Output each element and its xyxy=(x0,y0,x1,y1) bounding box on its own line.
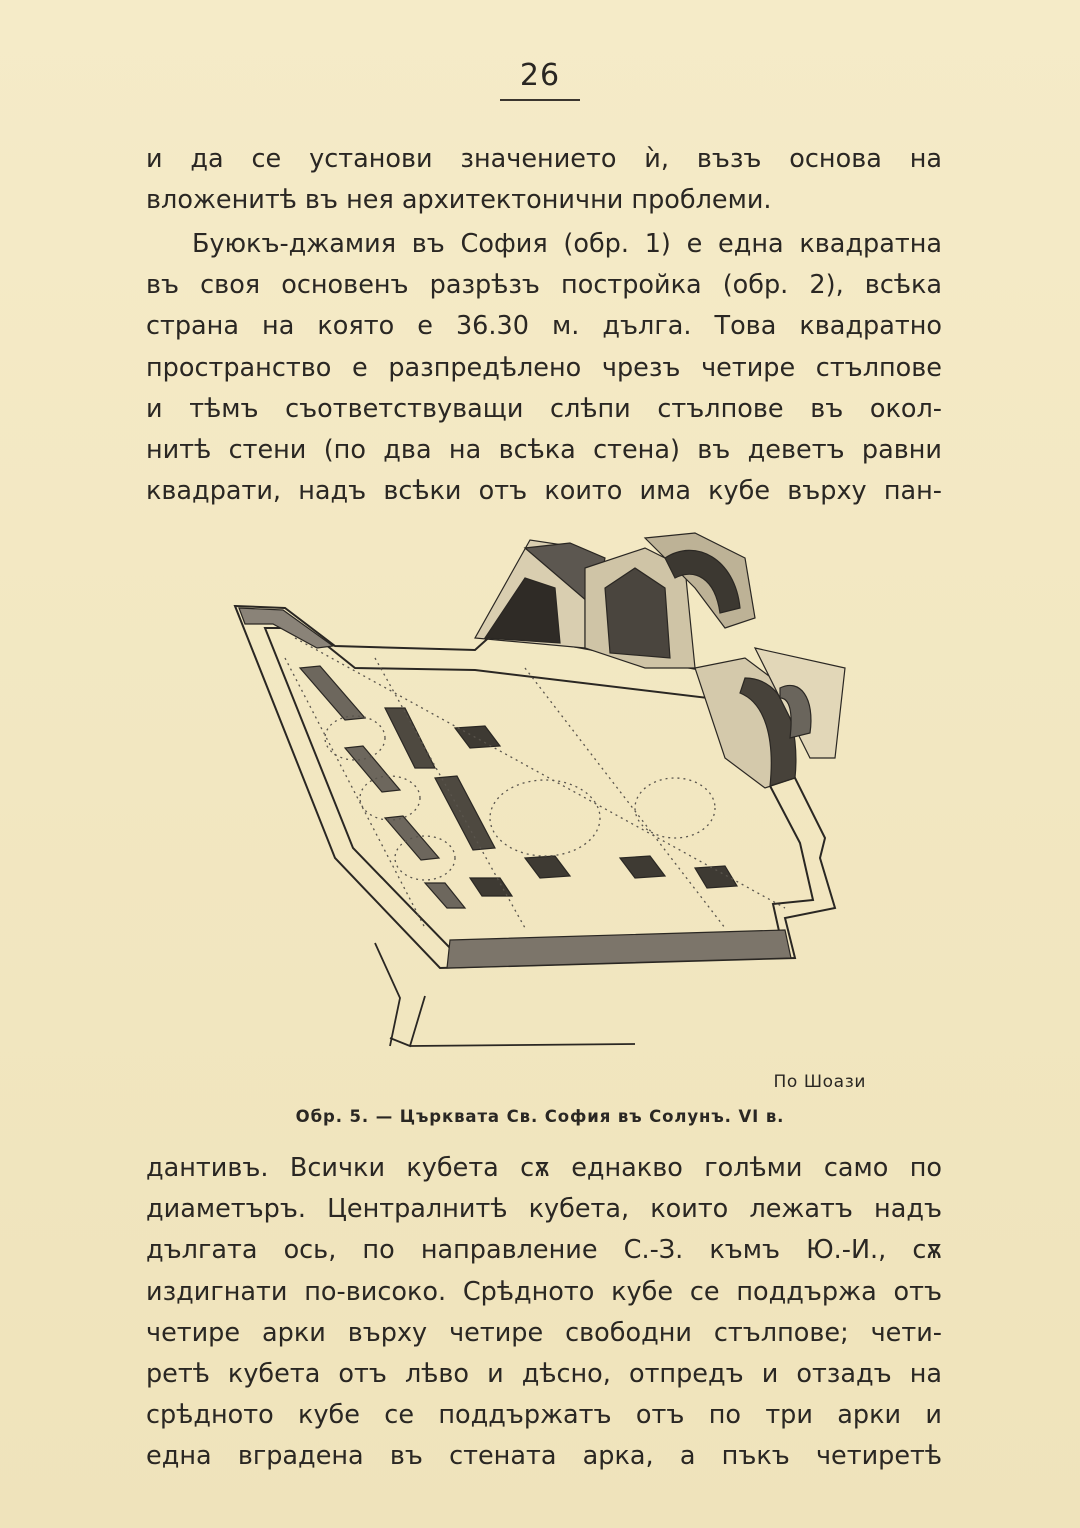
paragraph-1-line: вложенитѣ въ нея архитектонични проблеми. xyxy=(146,185,772,216)
paragraph-3-line: диаметъръ. Централнитѣ кубета, които лежатъ надъ xyxy=(146,1194,942,1225)
paragraph-3-line: срѣдното кубе се поддържатъ отъ по три арки и xyxy=(146,1400,942,1431)
paragraph-1 xyxy=(146,139,942,221)
paragraph-2-line: Буюкъ-джамия въ София (обр. 1) е една квадратна xyxy=(192,229,942,259)
paragraph-1-line: и да се установи значението ѝ, възъ основа на xyxy=(146,144,942,174)
paragraph-2-line: и тѣмъ съответствуващи слѣпи стълпове въ окол- xyxy=(146,393,942,424)
paragraph-2-line: страна на която е 36.30 м. дълга. Това квадратно xyxy=(146,311,942,342)
paragraph-3-line: издигнати по-високо. Срѣдното кубе се поддържа отъ xyxy=(146,1276,942,1307)
hatched-walls xyxy=(239,608,791,968)
paragraph-3-line: ретѣ кубета отъ лѣво и дѣсно, отпредъ и отзадъ на xyxy=(146,1358,942,1389)
paragraph-3 xyxy=(146,1148,942,1478)
paragraph-3-line: една вградена въ стената арка, а пъкъ четиретѣ xyxy=(146,1441,942,1472)
cutaway-apse xyxy=(475,533,845,788)
paragraph-3-line: четире арки върху четире свободни стълпове; чети- xyxy=(146,1317,942,1348)
page-number-rule xyxy=(500,99,580,101)
paragraph-2-line: квадрати, надъ всѣки отъ които има кубе върху пан- xyxy=(146,476,942,507)
paragraph-3-line: дантивъ. Всички кубета сѫ еднакво голѣми само по xyxy=(146,1153,942,1183)
paragraph-2-line: въ своя основенъ разрѣзъ постройка (обр. 2), всѣка xyxy=(146,270,942,301)
figure-caption: Обр. 5. — Църквата Св. София въ Солунъ. VI в. xyxy=(295,1107,785,1126)
figure-credit: По Шоази xyxy=(773,1072,866,1092)
page-number: 26 xyxy=(519,58,561,93)
paragraph-2-line: нитѣ стени (по два на всѣка стена) въ деветъ равни xyxy=(146,434,942,465)
paragraph-2-line: пространство е разпредѣлено чрезъ четире стълпове xyxy=(146,352,942,383)
paragraph-2 xyxy=(146,224,942,512)
paragraph-3-line: дългата ось, по направление С.-З. къмъ Ю.-И., сѫ xyxy=(146,1235,942,1266)
axonometric-plan-drawing xyxy=(225,528,865,1063)
church-plan-illustration xyxy=(225,528,865,1063)
